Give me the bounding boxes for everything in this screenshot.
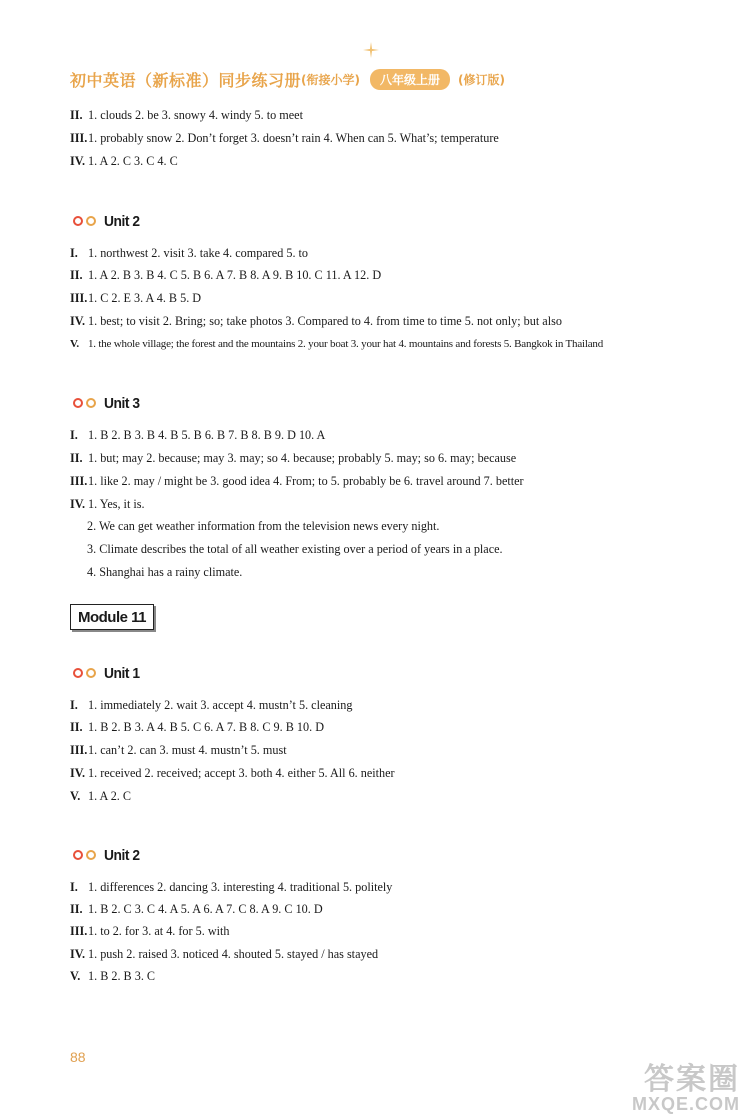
rings-icon xyxy=(70,848,100,862)
answer-line: V. 1. A 2. C xyxy=(70,789,132,803)
answer-line: IV. 1. received 2. received; accept 3. both 4. either 5. All 6. neither xyxy=(70,766,395,780)
answer-line: II. 1. A 2. B 3. B 4. C 5. B 6. A 7. B 8. A 9. B 10. C 11. A 12. D xyxy=(70,268,382,282)
sparkle-icon xyxy=(360,40,382,62)
unit-heading xyxy=(70,392,143,414)
rings-icon xyxy=(70,666,100,680)
book-subtitle: (衔接小学) xyxy=(301,72,360,87)
answer-line: I. 1. differences 2. dancing 3. interesting 4. traditional 5. politely xyxy=(70,880,393,894)
watermark xyxy=(632,1065,740,1113)
answer-line: V. 1. B 2. B 3. C xyxy=(70,969,156,983)
edition-label: (修订版) xyxy=(458,72,505,87)
answer-line: II. 1. B 2. B 3. A 4. B 5. C 6. A 7. B 8. C 9. B 10. D xyxy=(70,720,325,734)
answer-line: II. 1. but; may 2. because; may 3. may; so 4. because; probably 5. may; so 6. may; because xyxy=(70,451,517,465)
answer-line: III.1. probably snow 2. Don’t forget 3. doesn’t rain 4. When can 5. What’s; temperature xyxy=(70,131,499,145)
answer-sentence: 4. Shanghai has a rainy climate. xyxy=(87,565,243,579)
answer-line: IV. 1. Yes, it is. xyxy=(70,497,145,511)
watermark-text: 答案圈 xyxy=(644,1063,740,1096)
watermark-url: MXQE.COM xyxy=(631,1094,740,1114)
rings-icon xyxy=(70,214,100,228)
answer-line: I. 1. immediately 2. wait 3. accept 4. mustn’t 5. cleaning xyxy=(70,698,353,712)
answer-line: III.1. can’t 2. can 3. must 4. mustn’t 5. must xyxy=(70,743,287,757)
answer-sentence: 2. We can get weather information from the television news every night. xyxy=(87,519,440,533)
answer-line: IV. 1. A 2. C 3. C 4. C xyxy=(70,154,178,168)
answer-line: III.1. C 2. E 3. A 4. B 5. D xyxy=(70,291,202,305)
answer-line: I. 1. B 2. B 3. B 4. B 5. B 6. B 7. B 8. B 9. D 10. A xyxy=(70,428,326,442)
unit-heading xyxy=(70,662,143,684)
answer-line: I. 1. northwest 2. visit 3. take 4. compared 5. to xyxy=(70,246,309,260)
answer-line: V. 1. the whole village; the forest and the mountains 2. your boat 3. your hat 4. mountains and forests 5. Bangkok in Thailand xyxy=(70,338,604,350)
answer-sentence: 3. Climate describes the total of all weather existing over a period of years in a place. xyxy=(87,542,503,556)
unit-label: Unit 3 xyxy=(104,394,140,412)
unit-heading xyxy=(70,210,143,232)
answer-line: IV. 1. best; to visit 2. Bring; so; take photos 3. Compared to 4. from time to time 5. not only; but also xyxy=(70,314,562,328)
unit-label: Unit 1 xyxy=(104,664,140,682)
answer-line: III.1. like 2. may / might be 3. good idea 4. From; to 5. probably be 6. travel around 7. better xyxy=(70,474,524,488)
page-number: 88 xyxy=(70,1049,86,1065)
book-title: 初中英语（新标准）同步练习册 xyxy=(70,70,302,90)
unit-label: Unit 2 xyxy=(104,212,140,230)
answer-line: IV. 1. push 2. raised 3. noticed 4. shouted 5. stayed / has stayed xyxy=(70,947,379,961)
unit-heading xyxy=(70,844,143,866)
book-header xyxy=(70,66,505,92)
answer-line: II. 1. B 2. C 3. C 4. A 5. A 6. A 7. C 8. A 9. C 10. D xyxy=(70,902,323,916)
answer-line: II. 1. clouds 2. be 3. snowy 4. windy 5. to meet xyxy=(70,108,303,122)
grade-badge: 八年级上册 xyxy=(370,69,450,90)
rings-icon xyxy=(70,396,100,410)
answer-line: III.1. to 2. for 3. at 4. for 5. with xyxy=(70,924,230,938)
module-heading: Module 11 xyxy=(70,604,154,630)
unit-label: Unit 2 xyxy=(104,846,140,864)
